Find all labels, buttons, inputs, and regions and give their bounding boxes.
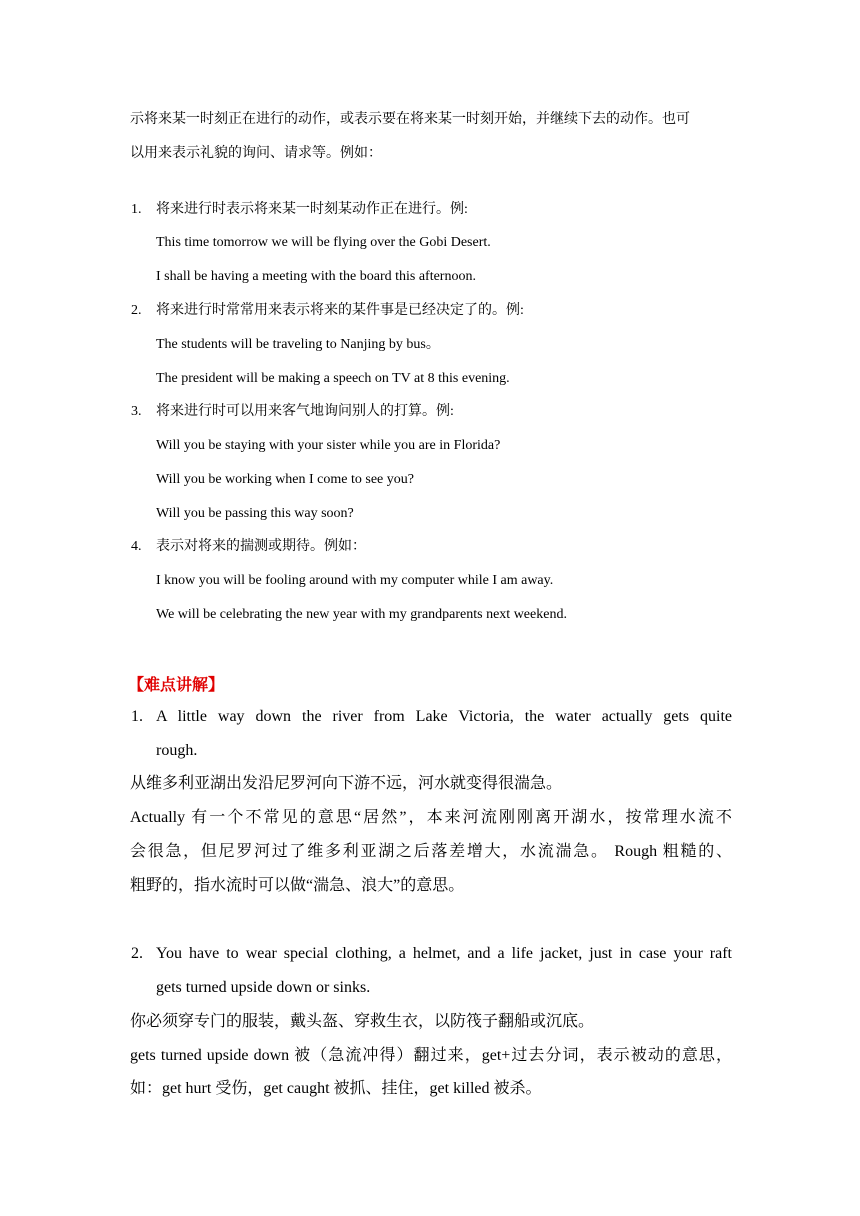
usage-example: The president will be making a speech on TV at 8 this evening. xyxy=(156,371,510,386)
usage-example: Will you be passing this way soon? xyxy=(156,506,354,521)
point-sentence: A little way down the river from Lake Victoria, the water actually gets quite xyxy=(156,708,732,725)
point-explanation: 如：get hurt 受伤，get caught 被抓、挂住，get killed 被杀。 xyxy=(130,1080,542,1097)
usage-example: Will you be staying with your sister while you are in Florida? xyxy=(156,438,501,453)
usage-title: 表示对将来的揣测或期待。例如： xyxy=(156,539,366,554)
section-heading: 【难点讲解】 xyxy=(128,677,225,694)
usage-example: This time tomorrow we will be flying over the Gobi Desert. xyxy=(156,235,491,250)
usage-number: 1. xyxy=(131,202,142,217)
usage-title: 将来进行时可以用来客气地询问别人的打算。例: xyxy=(156,404,454,419)
point-number: 2. xyxy=(131,945,143,962)
usage-example: We will be celebrating the new year with my grandparents next weekend. xyxy=(156,607,567,622)
point-number: 1. xyxy=(131,708,143,725)
usage-title: 将来进行时表示将来某一时刻某动作正在进行。例: xyxy=(156,202,468,217)
usage-example: I shall be having a meeting with the board this afternoon. xyxy=(156,269,476,284)
usage-number: 3. xyxy=(131,404,142,419)
intro-line-1: 示将来某一时刻正在进行的动作，或表示要在将来某一时刻开始，并继续下去的动作。也可 xyxy=(130,112,690,127)
point-explanation: 粗野的，指水流时可以做“湍急、浪大”的意思。 xyxy=(130,877,465,894)
usage-example: The students will be traveling to Nanjing by bus。 xyxy=(156,337,440,352)
point-translation: 你必须穿专门的服装，戴头盔、穿救生衣，以防筏子翻船或沉底。 xyxy=(130,1013,595,1030)
point-sentence-cont: gets turned upside down or sinks. xyxy=(156,979,371,996)
point-sentence: You have to wear special clothing, a helmet, and a life jacket, just in case your raft xyxy=(156,945,732,962)
usage-example: I know you will be fooling around with my computer while I am away. xyxy=(156,573,554,588)
point-translation: 从维多利亚湖出发沿尼罗河向下游不远，河水就变得很湍急。 xyxy=(130,775,563,792)
usage-number: 2. xyxy=(131,303,142,318)
point-explanation: 会很急，但尼罗河过了维多利亚湖之后落差增大，水流湍急。 Rough 粗糙的、 xyxy=(130,843,732,860)
point-explanation: gets turned upside down 被（急流冲得）翻过来，get+过去分词，表示被动的意思， xyxy=(130,1047,732,1064)
intro-line-2: 以用来表示礼貌的询问、请求等。例如： xyxy=(130,146,382,161)
usage-title: 将来进行时常常用来表示将来的某件事是已经决定了的。例: xyxy=(156,303,524,318)
point-explanation: Actually 有一个不常见的意思“居然”，本来河流刚刚离开湖水，按常理水流不 xyxy=(130,809,732,826)
usage-number: 4. xyxy=(131,539,142,554)
usage-example: Will you be working when I come to see you? xyxy=(156,472,414,487)
point-sentence-cont: rough. xyxy=(156,742,198,759)
